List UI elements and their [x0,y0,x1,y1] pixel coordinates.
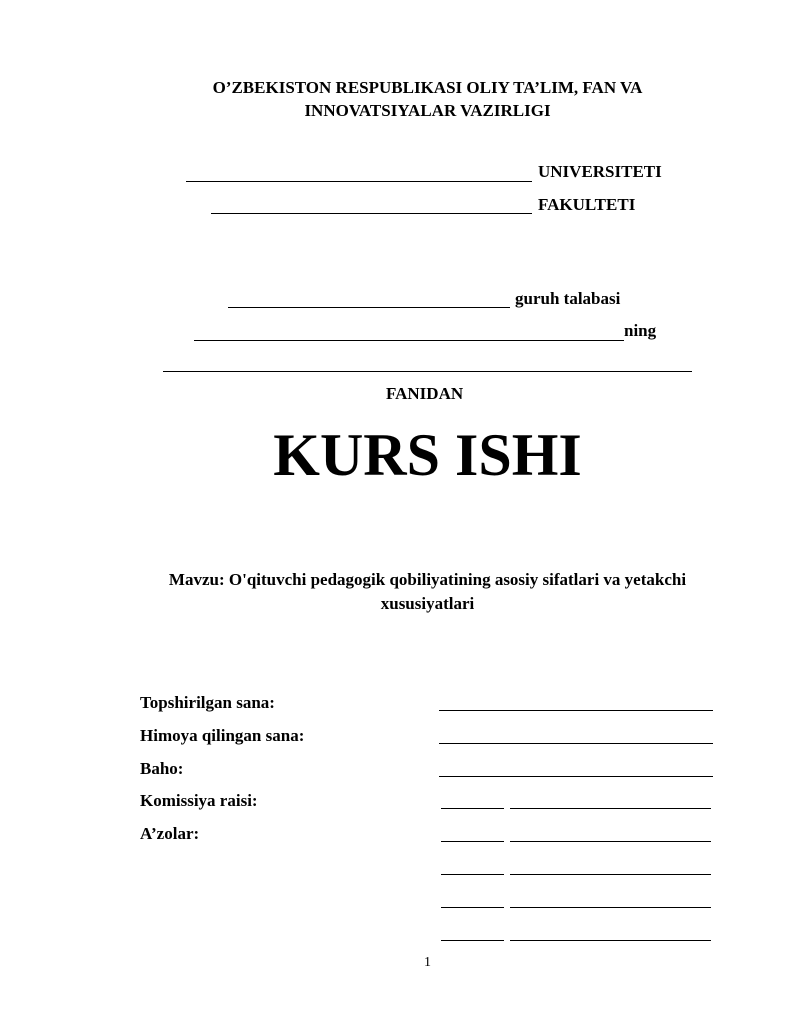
member-3-signature-blank [441,907,504,908]
group-label: guruh talabasi [515,289,621,308]
topic-line-1: Mavzu: O'qituvchi pedagogik qobiliyatining asosiy sifatlari va yetakchi [168,570,687,589]
faculty-label: FAKULTETI [538,195,636,214]
members-label: A’zolar: [140,824,200,843]
topic [100,568,755,616]
submitted-date-blank [439,710,713,711]
subject-label: FANIDAN [386,384,464,403]
page-number: 1 [424,955,431,970]
member-1-signature-blank [441,841,504,842]
defense-date-label: Himoya qilingan sana: [140,726,305,745]
ministry-line-2: INNOVATSIYALAR VAZIRLIGI [304,101,551,120]
ministry-line-1: O’ZBEKISTON RESPUBLIKASI OLIY TA’LIM, FAN VA [212,78,643,97]
commission-chair-signature-blank [441,808,504,809]
document-title: KURS ISHI [273,422,582,488]
commission-chair-label: Komissiya raisi: [140,791,258,810]
university-blank [186,181,532,182]
member-2-signature-blank [441,874,504,875]
subject-blank [163,371,692,372]
member-2-name-blank [510,874,711,875]
group-blank [228,307,510,308]
member-4-name-blank [510,940,711,941]
member-3-name-blank [510,907,711,908]
ministry-heading [100,76,755,122]
defense-date-blank [439,743,713,744]
topic-line-2: xususiyatlari [380,594,475,613]
faculty-blank [211,213,532,214]
student-name-blank [194,340,624,341]
university-label: UNIVERSITETI [538,162,662,181]
grade-label: Baho: [140,759,184,778]
student-name-suffix: ning [624,321,657,340]
member-1-name-blank [510,841,711,842]
submitted-date-label: Topshirilgan sana: [140,693,275,712]
commission-chair-name-blank [510,808,711,809]
member-4-signature-blank [441,940,504,941]
grade-blank [439,776,713,777]
